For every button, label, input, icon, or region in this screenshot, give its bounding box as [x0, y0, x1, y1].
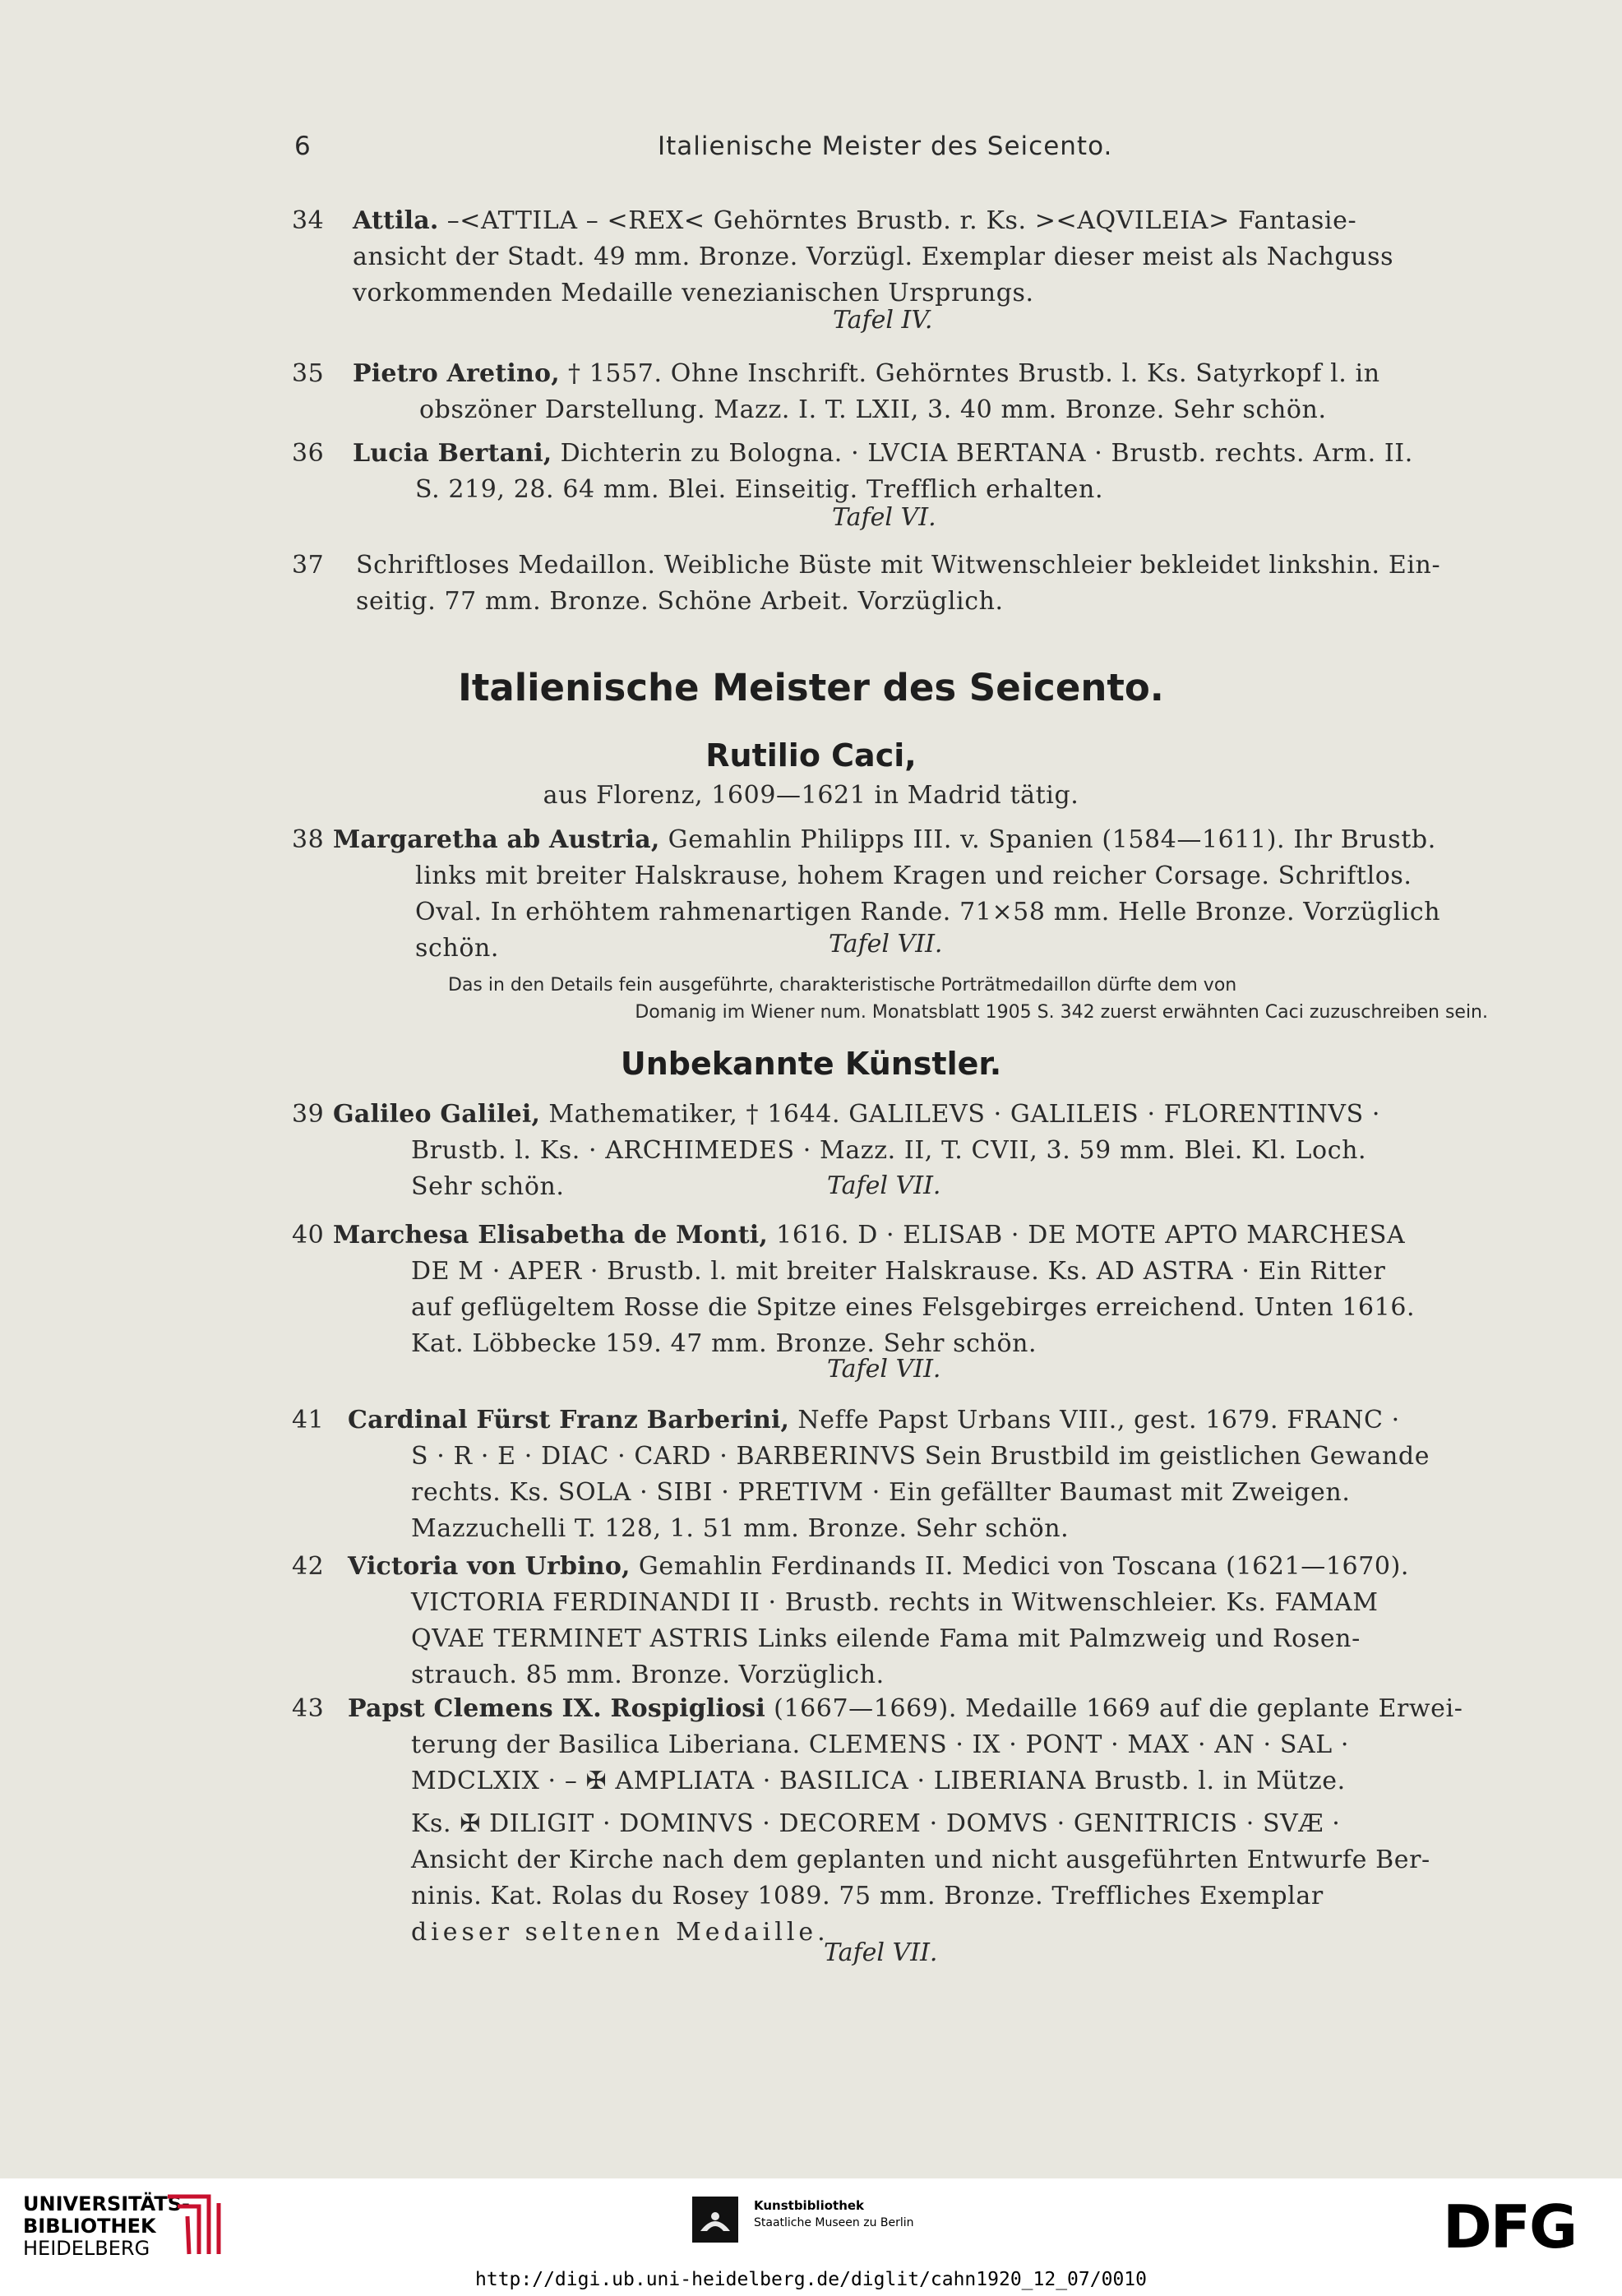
- catalog-entry-34: [292, 203, 1492, 312]
- entry-name: Attila.: [353, 206, 439, 235]
- entry-line: MDCLXIX · – ✠ AMPLIATA · BASILICA · LIBERIANA Brustb. l. in Mütze.: [411, 1767, 1346, 1795]
- entry-name: Margaretha ab Austria,: [333, 825, 660, 854]
- entry-line: (1667—1669). Medaille 1669 auf die geplante Erwei-: [774, 1694, 1463, 1723]
- entry-number: 42: [292, 1552, 325, 1581]
- note-line: Das in den Details fein ausgeführte, charakteristische Porträtmedaillon dürfte dem von: [448, 975, 1237, 996]
- catalog-entry-42: [292, 1549, 1492, 1693]
- entry-name: Pietro Aretino,: [353, 359, 560, 388]
- entry-line: –<ATTILA – <REX< Gehörntes Brustb. r. Ks. ><AQVILEIA> Fantasie-: [446, 206, 1357, 235]
- entry-line: rechts. Ks. SOLA · SIBI · PRETIVM · Ein gefällter Baumast mit Zweigen.: [411, 1478, 1351, 1507]
- entry-line: Neffe Papst Urbans VIII., gest. 1679. FRANC ·: [797, 1406, 1400, 1434]
- entry-line: Gemahlin Ferdinands II. Medici von Toscana (1621—1670).: [638, 1552, 1410, 1581]
- entry-line: Sehr schön.: [411, 1172, 565, 1201]
- entry-number: 38: [292, 825, 325, 854]
- entry-line: † 1557. Ohne Inschrift. Gehörntes Brustb. l. Ks. Satyrkopf l. in: [568, 359, 1380, 388]
- entry-name: Galileo Galilei,: [333, 1100, 541, 1129]
- entry-line: terung der Basilica Liberiana. CLEMENS · IX · PONT · MAX · AN · SAL ·: [411, 1730, 1350, 1759]
- footnote: [448, 972, 1488, 1026]
- entry-number: 41: [292, 1406, 325, 1434]
- entry-line: ansicht der Stadt. 49 mm. Bronze. Vorzügl. Exemplar dieser meist als Nachguss: [353, 243, 1394, 271]
- page-url[interactable]: http://digi.ub.uni-heidelberg.de/diglit/cahn1920_12_07/0010: [475, 2269, 1147, 2290]
- ub-logo-line1: UNIVERSITÄTS-: [23, 2192, 191, 2215]
- entry-line: S · R · E · DIAC · CARD · BARBERINVS Sein Brustbild im geistlichen Gewande: [411, 1442, 1430, 1471]
- entry-line: Kat. Löbbecke 159. 47 mm. Bronze. Sehr schön.: [411, 1329, 1037, 1358]
- artist-heading: Rutilio Caci,: [705, 737, 917, 774]
- entry-line: auf geflügeltem Rosse die Spitze eines Felsgebirges erreichend. Unten 1616.: [411, 1293, 1416, 1322]
- entry-number: 35: [292, 359, 325, 388]
- entry-line: 1616. D · ELISAB · DE MOTE APTO MARCHESA: [776, 1221, 1406, 1250]
- ub-logo-line2: BIBLIOTHEK: [23, 2215, 156, 2238]
- entry-line: Ks. ✠ DILIGIT · DOMINVS · DECOREM · DOMVS · GENITRICIS · SVÆ ·: [411, 1809, 1341, 1838]
- entry-line: Brustb. l. Ks. · ARCHIMEDES · Mazz. II, T. CVII, 3. 59 mm. Blei. Kl. Loch.: [411, 1136, 1367, 1165]
- kb-line2: Staatliche Museen zu Berlin: [754, 2216, 914, 2229]
- ub-logo-line3: HEIDELBERG: [23, 2237, 150, 2260]
- entry-number: 34: [292, 206, 325, 235]
- plate-reference: Tafel VII.: [827, 1171, 941, 1200]
- entry-number: 37: [292, 551, 325, 580]
- entry-name: Lucia Bertani,: [353, 439, 552, 468]
- kb-line1: Kunstbibliothek: [754, 2198, 865, 2213]
- entry-name: Cardinal Fürst Franz Barberini,: [348, 1406, 790, 1434]
- page-number: 6: [294, 132, 311, 161]
- entry-line: vorkommenden Medaille venezianischen Ursprungs.: [353, 279, 1034, 307]
- running-title: Italienische Meister des Seicento.: [658, 132, 1113, 161]
- entry-line: dieser seltenen Medaille.: [411, 1918, 829, 1947]
- entry-line: VICTORIA FERDINANDI II · Brustb. rechts in Witwenschleier. Ks. FAMAM: [411, 1588, 1379, 1617]
- entry-line: strauch. 85 mm. Bronze. Vorzüglich.: [411, 1661, 885, 1689]
- entry-line: Dichterin zu Bologna. · LVCIA BERTANA · Brustb. rechts. Arm. II.: [560, 439, 1413, 468]
- plate-reference: Tafel VII.: [829, 930, 943, 959]
- ub-red-mark-icon: [161, 2192, 227, 2259]
- entry-line: S. 219, 28. 64 mm. Blei. Einseitig. Trefflich erhalten.: [415, 475, 1104, 504]
- plate-reference: Tafel VII.: [827, 1355, 941, 1384]
- entry-number: 40: [292, 1221, 325, 1250]
- section-title: Italienische Meister des Seicento.: [458, 666, 1164, 709]
- entry-line: seitig. 77 mm. Bronze. Schöne Arbeit. Vorzüglich.: [356, 587, 1004, 616]
- plate-reference: Tafel VI.: [832, 503, 936, 532]
- entry-name: Papst Clemens IX. Rospigliosi: [348, 1694, 765, 1723]
- catalog-entry-37: [292, 547, 1492, 620]
- catalog-entry-41: [292, 1402, 1492, 1547]
- entry-number: 43: [292, 1694, 325, 1723]
- entry-line: Ansicht der Kirche nach dem geplanten und nicht ausgeführten Entwurfe Ber-: [411, 1846, 1430, 1874]
- dfg-logo[interactable]: DFG: [1443, 2192, 1577, 2261]
- entry-number: 36: [292, 439, 325, 468]
- entry-line: QVAE TERMINET ASTRIS Links eilende Fama mit Palmzweig und Rosen-: [411, 1624, 1361, 1653]
- entry-line: DE M · APER · Brustb. l. mit breiter Halskrause. Ks. AD ASTRA · Ein Ritter: [411, 1257, 1386, 1286]
- section2-title: Unbekannte Künstler.: [620, 1046, 1002, 1082]
- plate-reference: Tafel IV.: [833, 306, 933, 335]
- entry-line: Oval. In erhöhtem rahmenartigen Rande. 71×58 mm. Helle Bronze. Vorzüglich: [415, 898, 1441, 926]
- entry-line: Schriftloses Medaillon. Weibliche Büste mit Witwenschleier bekleidet linkshin. Ein-: [356, 551, 1441, 580]
- note-line: Domanig im Wiener num. Monatsblatt 1905 S. 342 zuerst erwähnten Caci zuzuschreiben sein.: [635, 1002, 1488, 1023]
- catalog-entry-43: [292, 1691, 1492, 1951]
- entry-line: ninis. Kat. Rolas du Rosey 1089. 75 mm. Bronze. Treffliches Exemplar: [411, 1882, 1324, 1910]
- entry-name: Marchesa Elisabetha de Monti,: [333, 1221, 769, 1250]
- entry-line: Mazzuchelli T. 128, 1. 51 mm. Bronze. Sehr schön.: [411, 1514, 1070, 1543]
- kunstbibliothek-logo[interactable]: [754, 2197, 914, 2231]
- entry-line: links mit breiter Halskrause, hohem Kragen und reicher Corsage. Schriftlos.: [415, 862, 1412, 890]
- entry-line: Gemahlin Philipps III. v. Spanien (1584—1611). Ihr Brustb.: [668, 825, 1436, 854]
- catalog-entry-40: [292, 1217, 1492, 1362]
- artist-subheading: aus Florenz, 1609—1621 in Madrid tätig.: [543, 781, 1079, 810]
- entry-line: obszöner Darstellung. Mazz. I. T. LXII, 3. 40 mm. Bronze. Sehr schön.: [419, 395, 1327, 424]
- plate-reference: Tafel VII.: [824, 1938, 938, 1967]
- entry-line: Mathematiker, † 1644. GALILEVS · GALILEIS · FLORENTINVS ·: [548, 1100, 1380, 1129]
- entry-line: schön.: [415, 934, 500, 963]
- entry-number: 39: [292, 1100, 325, 1129]
- entry-name: Victoria von Urbino,: [348, 1552, 631, 1581]
- catalog-entry-36: [292, 436, 1492, 508]
- kunstbibliothek-eagle-icon: [692, 2197, 738, 2243]
- catalog-entry-35: [292, 356, 1492, 428]
